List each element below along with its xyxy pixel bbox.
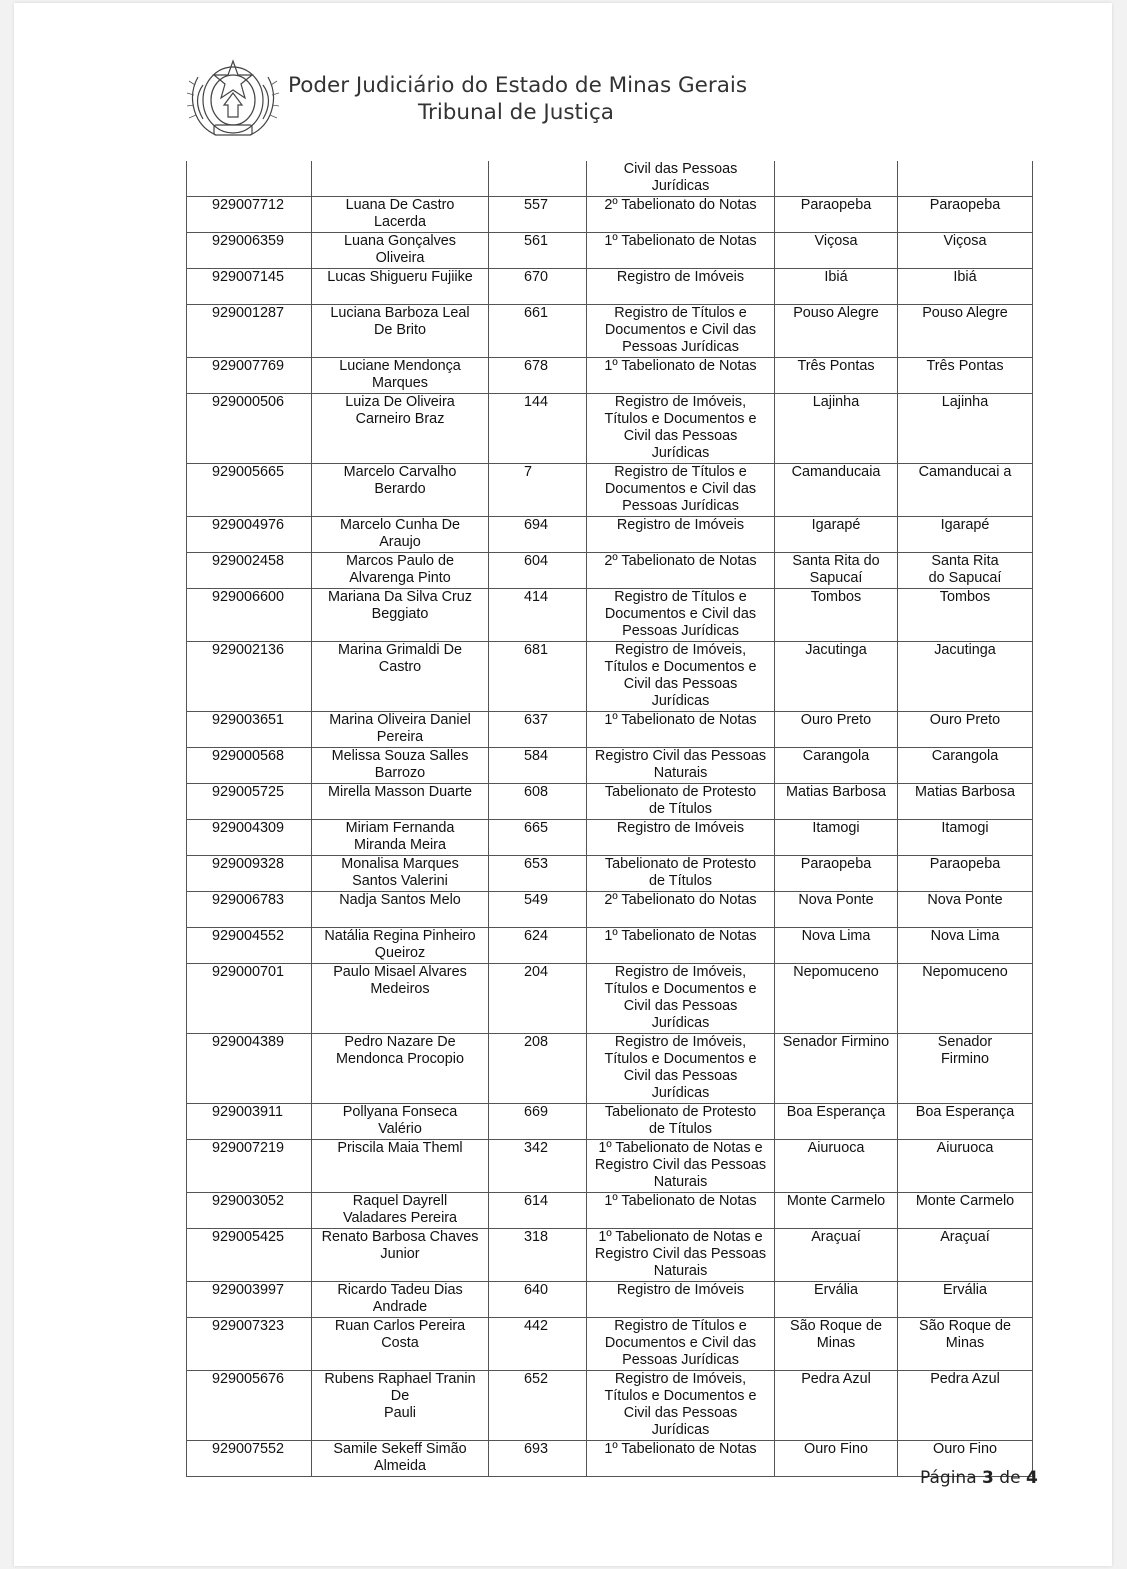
cell-code: 929006783 (187, 892, 312, 928)
institution-title: Poder Judiciário do Estado de Minas Gerais (288, 73, 748, 98)
cell-city: Tombos (775, 589, 898, 642)
cell-city: Lajinha (775, 394, 898, 464)
cell-number: 442 (489, 1318, 587, 1371)
cell-service: 1º Tabelionato de Notas (587, 712, 775, 748)
cell-comarca: Santa Rita do Sapucaí (898, 553, 1033, 589)
cell-service: 1º Tabelionato de Notas (587, 1193, 775, 1229)
cell-service: 1º Tabelionato de Notas e Registro Civil das Pessoas Naturais (587, 1140, 775, 1193)
cell-name: Marcos Paulo de Alvarenga Pinto (312, 553, 489, 589)
cell-name: Marina Grimaldi De Castro (312, 642, 489, 712)
table-row (187, 1140, 1033, 1193)
registry-table (186, 161, 1033, 1477)
table-row (187, 1104, 1033, 1140)
cell-name (312, 161, 489, 197)
cell-city: Ouro Preto (775, 712, 898, 748)
cell-number: 608 (489, 784, 587, 820)
cell-name: Pollyana Fonseca Valério (312, 1104, 489, 1140)
cell-number: 652 (489, 1371, 587, 1441)
cell-name: Luana Gonçalves Oliveira (312, 233, 489, 269)
cell-comarca: Ouro Preto (898, 712, 1033, 748)
cell-code: 929003052 (187, 1193, 312, 1229)
cell-code: 929007712 (187, 197, 312, 233)
cell-comarca: Ouro Fino (898, 1441, 1033, 1477)
page-label: Página (920, 1468, 977, 1488)
cell-service: 2º Tabelionato do Notas (587, 197, 775, 233)
current-page: 3 (982, 1468, 994, 1488)
table-row (187, 1441, 1033, 1477)
cell-code: 929005676 (187, 1371, 312, 1441)
cell-service: Registro de Títulos e Documentos e Civil das Pessoas Jurídicas (587, 589, 775, 642)
cell-service: 1º Tabelionato de Notas (587, 1441, 775, 1477)
cell-number: 208 (489, 1034, 587, 1104)
cell-number: 694 (489, 517, 587, 553)
cell-code: 929002458 (187, 553, 312, 589)
total-pages: 4 (1025, 1468, 1038, 1488)
cell-name: Paulo Misael Alvares Medeiros (312, 964, 489, 1034)
cell-comarca: Nepomuceno (898, 964, 1033, 1034)
cell-service: Registro de Imóveis, Títulos e Documentos e Civil das Pessoas Jurídicas (587, 1371, 775, 1441)
table-row (187, 553, 1033, 589)
cell-name: Luana De Castro Lacerda (312, 197, 489, 233)
cell-comarca: Senador Firmino (898, 1034, 1033, 1104)
cell-city: Nepomuceno (775, 964, 898, 1034)
cell-comarca (898, 161, 1033, 197)
cell-city: Pedra Azul (775, 1371, 898, 1441)
table-row (187, 394, 1033, 464)
cell-service: Tabelionato de Protesto de Títulos (587, 784, 775, 820)
cell-number (489, 161, 587, 197)
cell-service: Civil das Pessoas Jurídicas (587, 161, 775, 197)
cell-code: 929002136 (187, 642, 312, 712)
court-title: Tribunal de Justiça (418, 100, 614, 125)
cell-city: Senador Firmino (775, 1034, 898, 1104)
cell-city: Carangola (775, 748, 898, 784)
cell-number: 637 (489, 712, 587, 748)
cell-city (775, 161, 898, 197)
cell-city: Matias Barbosa (775, 784, 898, 820)
table-row (187, 712, 1033, 748)
cell-city: Nova Lima (775, 928, 898, 964)
cell-code: 929004552 (187, 928, 312, 964)
cell-comarca: Nova Ponte (898, 892, 1033, 928)
cell-number: 669 (489, 1104, 587, 1140)
cell-comarca: Aiuruoca (898, 1140, 1033, 1193)
cell-code: 929009328 (187, 856, 312, 892)
cell-name: Ruan Carlos Pereira Costa (312, 1318, 489, 1371)
table-row (187, 892, 1033, 928)
cell-service: Registro de Imóveis (587, 517, 775, 553)
cell-service: 1º Tabelionato de Notas (587, 233, 775, 269)
table-row (187, 820, 1033, 856)
cell-code: 929007219 (187, 1140, 312, 1193)
table-row (187, 928, 1033, 964)
cell-comarca: Ibiá (898, 269, 1033, 305)
table-row (187, 464, 1033, 517)
cell-city: Ouro Fino (775, 1441, 898, 1477)
cell-comarca: Carangola (898, 748, 1033, 784)
cell-name: Marcelo Cunha De Araujo (312, 517, 489, 553)
cell-comarca: Jacutinga (898, 642, 1033, 712)
cell-service: 1º Tabelionato de Notas (587, 928, 775, 964)
cell-service: Registro de Imóveis (587, 269, 775, 305)
coat-of-arms-seal (186, 55, 280, 141)
cell-city: Boa Esperança (775, 1104, 898, 1140)
cell-service: 1º Tabelionato de Notas e Registro Civil das Pessoas Naturais (587, 1229, 775, 1282)
cell-city: Três Pontas (775, 358, 898, 394)
page-number (920, 1468, 1038, 1488)
cell-name: Nadja Santos Melo (312, 892, 489, 928)
table-row (187, 1034, 1033, 1104)
cell-city: Paraopeba (775, 856, 898, 892)
cell-comarca: Araçuaí (898, 1229, 1033, 1282)
cell-comarca: São Roque de Minas (898, 1318, 1033, 1371)
cell-service: Registro de Títulos e Documentos e Civil das Pessoas Jurídicas (587, 1318, 775, 1371)
table-row (187, 305, 1033, 358)
cell-service: 2º Tabelionato de Notas (587, 553, 775, 589)
cell-service: Registro de Imóveis (587, 1282, 775, 1318)
cell-service: Registro de Títulos e Documentos e Civil das Pessoas Jurídicas (587, 464, 775, 517)
cell-city: Itamogi (775, 820, 898, 856)
cell-comarca: Ervália (898, 1282, 1033, 1318)
cell-name: Melissa Souza Salles Barrozo (312, 748, 489, 784)
cell-city: Araçuaí (775, 1229, 898, 1282)
cell-comarca: Paraopeba (898, 856, 1033, 892)
cell-code: 929004389 (187, 1034, 312, 1104)
cell-name: Priscila Maia Theml (312, 1140, 489, 1193)
cell-number: 204 (489, 964, 587, 1034)
cell-number: 557 (489, 197, 587, 233)
table-row (187, 964, 1033, 1034)
cell-comarca: Matias Barbosa (898, 784, 1033, 820)
table-row (187, 269, 1033, 305)
cell-city: Viçosa (775, 233, 898, 269)
cell-number: 678 (489, 358, 587, 394)
cell-city: Paraopeba (775, 197, 898, 233)
cell-name: Luiza De Oliveira Carneiro Braz (312, 394, 489, 464)
table-row (187, 856, 1033, 892)
cell-city: Ervália (775, 1282, 898, 1318)
cell-code: 929007769 (187, 358, 312, 394)
cell-code: 929004976 (187, 517, 312, 553)
letterhead (186, 55, 886, 145)
cell-comarca: Boa Esperança (898, 1104, 1033, 1140)
cell-number: 318 (489, 1229, 587, 1282)
cell-service: Tabelionato de Protesto de Títulos (587, 856, 775, 892)
cell-name: Pedro Nazare De Mendonca Procopio (312, 1034, 489, 1104)
cell-comarca: Pedra Azul (898, 1371, 1033, 1441)
cell-number: 584 (489, 748, 587, 784)
cell-name: Lucas Shigueru Fujiike (312, 269, 489, 305)
table-row (187, 358, 1033, 394)
cell-name: Natália Regina Pinheiro Queiroz (312, 928, 489, 964)
cell-code: 929006359 (187, 233, 312, 269)
cell-code: 929007145 (187, 269, 312, 305)
cell-city: Monte Carmelo (775, 1193, 898, 1229)
table-row (187, 1282, 1033, 1318)
cell-number: 342 (489, 1140, 587, 1193)
cell-comarca: Viçosa (898, 233, 1033, 269)
cell-service: Registro de Imóveis, Títulos e Documentos e Civil das Pessoas Jurídicas (587, 964, 775, 1034)
cell-service: 2º Tabelionato do Notas (587, 892, 775, 928)
cell-name: Renato Barbosa Chaves Junior (312, 1229, 489, 1282)
table-row (187, 517, 1033, 553)
table-row (187, 1193, 1033, 1229)
cell-city: Nova Ponte (775, 892, 898, 928)
cell-comarca: Pouso Alegre (898, 305, 1033, 358)
cell-name: Marcelo Carvalho Berardo (312, 464, 489, 517)
cell-comarca: Três Pontas (898, 358, 1033, 394)
cell-city: Ibiá (775, 269, 898, 305)
cell-comarca: Lajinha (898, 394, 1033, 464)
cell-code: 929006600 (187, 589, 312, 642)
cell-service: Registro de Imóveis, Títulos e Documentos e Civil das Pessoas Jurídicas (587, 642, 775, 712)
cell-number: 614 (489, 1193, 587, 1229)
document-page (14, 3, 1112, 1566)
cell-number: 665 (489, 820, 587, 856)
cell-number: 693 (489, 1441, 587, 1477)
cell-number: 414 (489, 589, 587, 642)
cell-name: Raquel Dayrell Valadares Pereira (312, 1193, 489, 1229)
cell-city: Jacutinga (775, 642, 898, 712)
cell-code: 929005725 (187, 784, 312, 820)
cell-code: 929007323 (187, 1318, 312, 1371)
cell-code: 929001287 (187, 305, 312, 358)
cell-city: Santa Rita do Sapucaí (775, 553, 898, 589)
cell-code: 929007552 (187, 1441, 312, 1477)
cell-service: 1º Tabelionato de Notas (587, 358, 775, 394)
cell-number: 549 (489, 892, 587, 928)
cell-number: 624 (489, 928, 587, 964)
table-row (187, 197, 1033, 233)
cell-code (187, 161, 312, 197)
cell-service: Registro de Imóveis, Títulos e Documentos e Civil das Pessoas Jurídicas (587, 394, 775, 464)
cell-code: 929005425 (187, 1229, 312, 1282)
cell-name: Luciana Barboza Leal De Brito (312, 305, 489, 358)
cell-service: Registro de Imóveis, Títulos e Documentos e Civil das Pessoas Jurídicas (587, 1034, 775, 1104)
cell-code: 929000506 (187, 394, 312, 464)
table-row (187, 589, 1033, 642)
cell-number: 144 (489, 394, 587, 464)
cell-service: Registro Civil das Pessoas Naturais (587, 748, 775, 784)
cell-service: Tabelionato de Protesto de Títulos (587, 1104, 775, 1140)
cell-comarca: Nova Lima (898, 928, 1033, 964)
cell-name: Miriam Fernanda Miranda Meira (312, 820, 489, 856)
cell-number: 653 (489, 856, 587, 892)
cell-city: Igarapé (775, 517, 898, 553)
cell-name: Mariana Da Silva Cruz Beggiato (312, 589, 489, 642)
cell-city: Camanducaia (775, 464, 898, 517)
cell-code: 929000701 (187, 964, 312, 1034)
cell-name: Mirella Masson Duarte (312, 784, 489, 820)
cell-name: Samile Sekeff Simão Almeida (312, 1441, 489, 1477)
cell-number: 7 (489, 464, 587, 517)
cell-name: Luciane Mendonça Marques (312, 358, 489, 394)
cell-service: Registro de Imóveis (587, 820, 775, 856)
table-row (187, 1318, 1033, 1371)
cell-service: Registro de Títulos e Documentos e Civil das Pessoas Jurídicas (587, 305, 775, 358)
cell-code: 929004309 (187, 820, 312, 856)
cell-code: 929003911 (187, 1104, 312, 1140)
cell-city: Pouso Alegre (775, 305, 898, 358)
table-row (187, 642, 1033, 712)
table-row (187, 748, 1033, 784)
cell-number: 640 (489, 1282, 587, 1318)
cell-comarca: Tombos (898, 589, 1033, 642)
table-row (187, 233, 1033, 269)
cell-code: 929005665 (187, 464, 312, 517)
table-row (187, 784, 1033, 820)
cell-comarca: Itamogi (898, 820, 1033, 856)
cell-code: 929003651 (187, 712, 312, 748)
cell-code: 929003997 (187, 1282, 312, 1318)
cell-name: Marina Oliveira Daniel Pereira (312, 712, 489, 748)
cell-comarca: Monte Carmelo (898, 1193, 1033, 1229)
table-row (187, 1371, 1033, 1441)
cell-city: Aiuruoca (775, 1140, 898, 1193)
table-row-continued (187, 161, 1033, 197)
table-row (187, 1229, 1033, 1282)
cell-comarca: Paraopeba (898, 197, 1033, 233)
cell-comarca: Camanducai a (898, 464, 1033, 517)
cell-code: 929000568 (187, 748, 312, 784)
cell-number: 604 (489, 553, 587, 589)
cell-city: São Roque de Minas (775, 1318, 898, 1371)
cell-comarca: Igarapé (898, 517, 1033, 553)
cell-number: 670 (489, 269, 587, 305)
cell-number: 661 (489, 305, 587, 358)
cell-number: 561 (489, 233, 587, 269)
cell-name: Monalisa Marques Santos Valerini (312, 856, 489, 892)
cell-name: Ricardo Tadeu Dias Andrade (312, 1282, 489, 1318)
cell-name: Rubens Raphael Tranin De Pauli (312, 1371, 489, 1441)
of-label: de (999, 1468, 1021, 1488)
cell-number: 681 (489, 642, 587, 712)
